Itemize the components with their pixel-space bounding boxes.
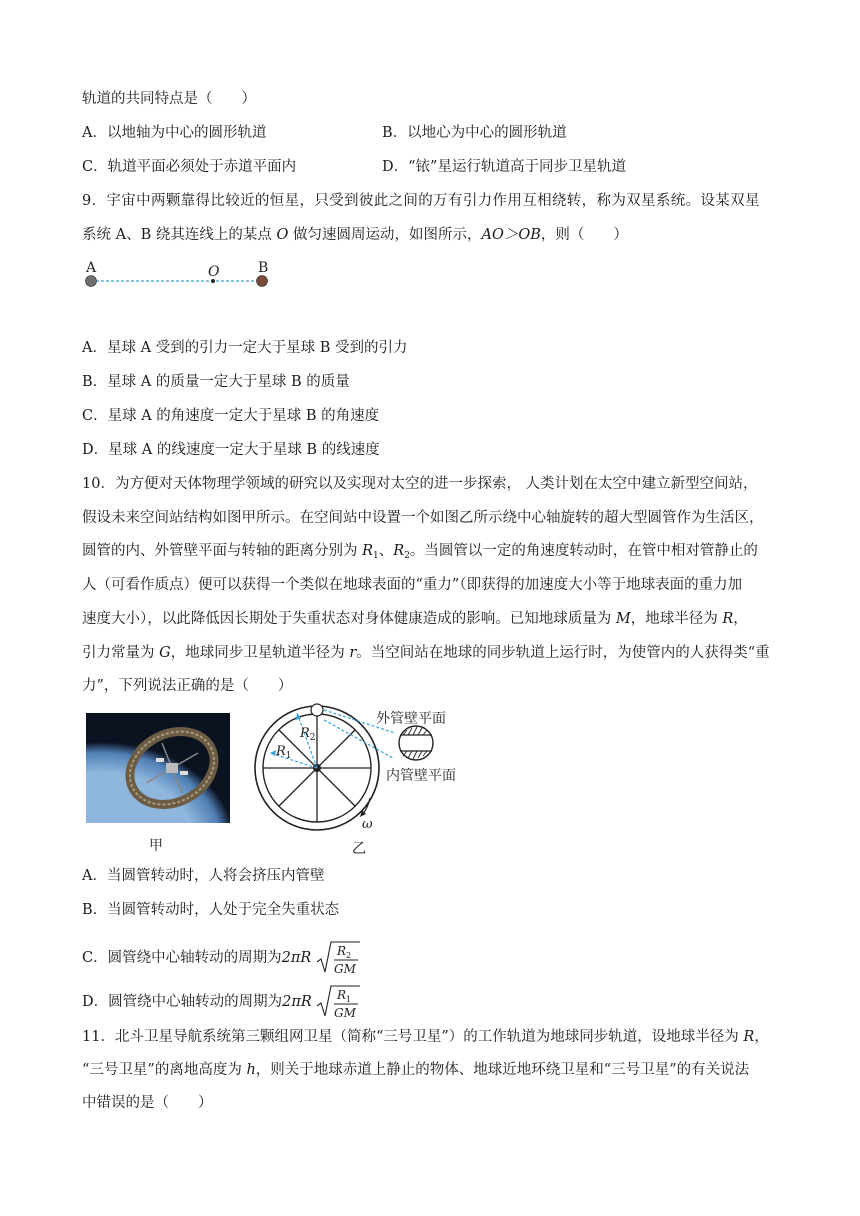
q8-stem-tail: 轨道的共同特点是（ ） bbox=[82, 91, 256, 107]
label-b: B bbox=[258, 260, 269, 276]
q10-option-a: A．当圆管转动时，人将会挤压内管壁 bbox=[82, 868, 325, 884]
option-d-formula bbox=[316, 984, 360, 1020]
q8-option-c: C．轨道平面必须处于赤道平面内 bbox=[82, 159, 297, 175]
q9-option-c: C．星球 A 的角速度一定大于星球 B 的角速度 bbox=[82, 408, 380, 424]
q11-stem-line1: 11．北斗卫星导航系统第三颗组网卫星（简称“三号卫星”）的工作轨道为地球同步轨道，设地球半径为 R， bbox=[82, 1029, 769, 1045]
svg-text:R1: $R_1$ bbox=[337, 988, 352, 1004]
q8-option-d: D．“铱”星运行轨道高于同步卫星轨道 bbox=[382, 159, 626, 175]
q10-option-d: D．圆管绕中心轴转动的周期为2πR $R_1$ GM bbox=[82, 984, 360, 1020]
label-inner-wall: 内管壁平面 bbox=[386, 768, 456, 784]
label-omega: ω bbox=[362, 817, 373, 832]
label-r1: $R_1$ bbox=[276, 744, 292, 761]
q10-stem-line4: 人（可看作质点）便可以获得一个类似在地球表面的“重力”（即获得的加速度大小等于地球表面的重力加 bbox=[82, 577, 743, 593]
q10-stem-line3: 圆管的内、外管壁平面与转轴的距离分别为 $R_1$、$R_2$。当圆管以一定的角速度转动时，在管中相对管静止的 bbox=[82, 543, 758, 561]
q10-stem-line6: 引力常量为 G，地球同步卫星轨道半径为 r。当空间站在地球的同步轨道上运行时，为使管内的人获得类“重 bbox=[82, 645, 770, 661]
q10-option-c: C．圆管绕中心轴转动的周期为2πR $R_2$ GM bbox=[82, 940, 360, 976]
label-r2: $R_2$ bbox=[300, 726, 316, 743]
q10-stem-line5: 速度大小），以此降低因长期处于失重状态对身体健康造成的影响。已知地球质量为 M，地球半径为 R， bbox=[82, 611, 748, 627]
q8-option-b: B．以地心为中心的圆形轨道 bbox=[382, 125, 567, 141]
q10-stem-line1: 10．为方便对天体物理学领域的研究以及实现对太空的进一步探索， 人类计划在太空中建立新型空间站， bbox=[82, 476, 758, 492]
q9-option-b: B．星球 A 的质量一定大于星球 B 的质量 bbox=[82, 374, 350, 390]
label-outer-wall: 外管壁平面 bbox=[376, 711, 446, 727]
figure-caption-yi: 乙 bbox=[352, 841, 366, 857]
q9-option-d: D．星球 A 的线速度一定大于星球 B 的线速度 bbox=[82, 442, 380, 458]
svg-text:GM: GM bbox=[334, 1006, 357, 1020]
label-o: O bbox=[208, 264, 220, 280]
q9-option-a: A．星球 A 受到的引力一定大于星球 B 受到的引力 bbox=[82, 340, 408, 356]
option-c-formula bbox=[316, 940, 360, 976]
q9-stem-line1: 9．宇宙中两颗靠得比较近的恒星，只受到彼此之间的万有引力作用互相绕转，称为双星系统。设某双星 bbox=[82, 193, 760, 209]
star-a-dot bbox=[86, 276, 97, 287]
q9-stem-line2: 系统 A、B 绕其连线上的某点 O 做匀速圆周运动，如图所示，AO＞OB，则（ ） bbox=[82, 227, 628, 243]
q11-stem-line2: “三号卫星”的离地高度为 h，则关于地球赤道上静止的物体、地球近地环绕卫星和“三号卫星”的有关说法 bbox=[82, 1062, 750, 1078]
rotating-tube-diagram bbox=[250, 703, 480, 838]
space-station-photo bbox=[86, 713, 230, 823]
binary-star-diagram bbox=[80, 255, 280, 295]
figure-caption-jia: 甲 bbox=[149, 838, 163, 854]
q10-stem-line2: 假设未来空间站结构如图甲所示。在空间站中设置一个如图乙所示绕中心轴旋转的超大型圆管作为生活区， bbox=[82, 510, 764, 526]
q10-option-b: B．当圆管转动时，人处于完全失重状态 bbox=[82, 902, 340, 918]
svg-text:R2: $R_2$ bbox=[336, 944, 352, 960]
q11-stem-line3: 中错误的是（ ） bbox=[82, 1095, 213, 1111]
q8-option-a: A．以地轴为中心的圆形轨道 bbox=[82, 125, 267, 141]
person-marker bbox=[311, 704, 323, 716]
star-b-dot bbox=[257, 276, 268, 287]
label-a: A bbox=[86, 260, 97, 276]
q10-stem-line7: 力”，下列说法正确的是（ ） bbox=[82, 678, 293, 694]
svg-text:GM: GM bbox=[333, 962, 356, 976]
